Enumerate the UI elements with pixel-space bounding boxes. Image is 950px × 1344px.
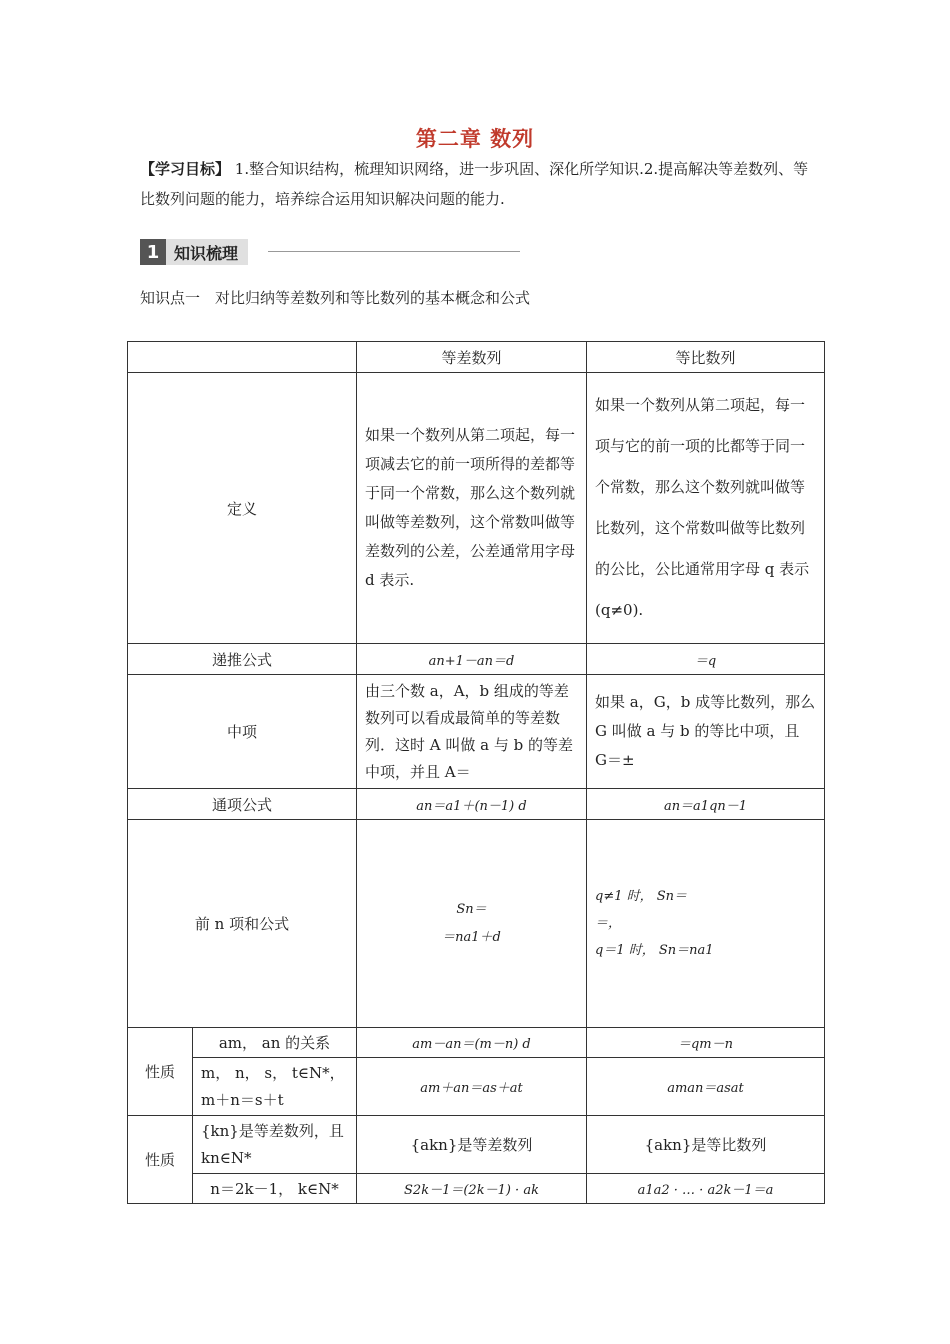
property1-geo-2: aman＝asat	[587, 1058, 825, 1116]
property1-arith-2: am＋an＝as＋at	[357, 1058, 587, 1116]
learning-objective	[140, 154, 820, 214]
header-geometric: 等比数列	[587, 342, 825, 373]
general-term-arithmetic: an＝a1＋(n－1) d	[357, 789, 587, 820]
property1-geo-1: ＝qm－n	[587, 1028, 825, 1058]
definition-arithmetic: 如果一个数列从第二项起，每一项减去它的前一项所得的差都等于同一个常数，那么这个数列就叫做等差数列，这个常数叫做等差数列的公差，公差通常用字母 d 表示.	[357, 373, 587, 644]
sum-arithmetic	[357, 820, 587, 1028]
general-term-geometric: an＝a1qn－1	[587, 789, 825, 820]
chapter-title: 第二章 数列	[415, 127, 535, 151]
middle-term-arithmetic: 由三个数 a，A，b 组成的等差数列可以看成最简单的等差数列．这时 A 叫做 a 与 b 的等差中项，并且 A＝	[357, 675, 587, 789]
property2-geo-1: {akn}是等比数列	[587, 1116, 825, 1174]
property1-label: 性质	[128, 1028, 193, 1116]
property1-cond-1: am， an 的关系	[193, 1028, 357, 1058]
definition-label: 定义	[128, 373, 357, 644]
recurrence-geometric: ＝q	[587, 644, 825, 675]
property1-arith-1: am－an＝(m－n) d	[357, 1028, 587, 1058]
recurrence-arithmetic: an+1－an＝d	[357, 644, 587, 675]
sum-geometric-line1: q≠1 时， Sn＝	[595, 889, 688, 904]
middle-term-label: 中项	[128, 675, 357, 789]
sum-label: 前 n 项和公式	[128, 820, 357, 1028]
sum-arithmetic-line2: ＝na1＋d	[442, 929, 501, 945]
section-divider	[268, 251, 520, 252]
definition-geometric: 如果一个数列从第二项起，每一项与它的前一项的比都等于同一个常数，那么这个数列就叫做等比数列，这个常数叫做等比数列的公比，公比通常用字母 q 表示(q≠0).	[587, 373, 825, 644]
sum-geometric-line2: ＝，	[595, 916, 622, 931]
table-row-sum	[128, 820, 825, 1028]
property2-cond-1: {kn}是等差数列，且 kn∈N*	[193, 1116, 357, 1174]
table-header-row	[128, 342, 825, 373]
comparison-table	[127, 341, 825, 1204]
property2-arith-1: {akn}是等差数列	[357, 1116, 587, 1174]
sum-geometric-line3: q＝1 时， Sn＝na1	[595, 943, 714, 958]
sum-geometric	[587, 820, 825, 1028]
sum-arithmetic-line1: Sn＝	[456, 901, 487, 917]
table-row-definition	[128, 373, 825, 644]
table-row-property1b	[128, 1058, 825, 1116]
general-term-label: 通项公式	[128, 789, 357, 820]
recurrence-label: 递推公式	[128, 644, 357, 675]
header-arithmetic: 等差数列	[357, 342, 587, 373]
middle-term-geometric: 如果 a，G，b 成等比数列，那么 G 叫做 a 与 b 的等比中项，且 G＝±	[587, 675, 825, 789]
table-row-property2b	[128, 1174, 825, 1204]
table-row-recurrence	[128, 644, 825, 675]
objective-text: 1.整合知识结构，梳理知识网络，进一步巩固、深化所学知识.2.提高解决等差数列、等比数列问题的能力，培养综合运用知识解决问题的能力.	[140, 160, 809, 208]
table-row-general-term	[128, 789, 825, 820]
property2-label: 性质	[128, 1116, 193, 1204]
header-empty	[128, 342, 357, 373]
objective-label: 【学习目标】	[140, 160, 231, 178]
table-row-middle-term	[128, 675, 825, 789]
property1-cond-2: m， n， s， t∈N*， m＋n＝s＋t	[193, 1058, 357, 1116]
section-header	[140, 239, 248, 265]
table-row-property2a	[128, 1116, 825, 1174]
property2-geo-2: a1a2 · … · a2k－1＝a	[587, 1174, 825, 1204]
property2-arith-2: S2k－1＝(2k－1) · ak	[357, 1174, 587, 1204]
property2-cond-2: n＝2k－1， k∈N*	[193, 1174, 357, 1204]
table-row-property1a	[128, 1028, 825, 1058]
section-title: 知识梳理	[166, 239, 248, 265]
section-number: 1	[140, 239, 166, 265]
knowledge-point-heading: 知识点一 对比归纳等差数列和等比数列的基本概念和公式	[140, 289, 531, 307]
